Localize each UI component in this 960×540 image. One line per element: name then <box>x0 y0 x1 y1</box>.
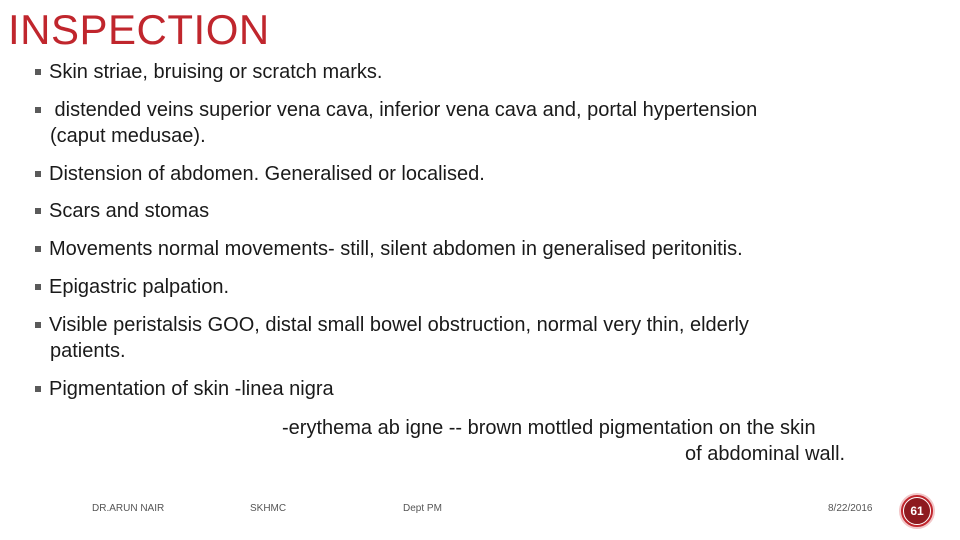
bullet-marker-icon <box>35 284 41 290</box>
page-number-badge <box>899 493 935 529</box>
bullet-text: distended veins superior vena cava, inferior vena cava and, portal hypertension <box>49 99 758 121</box>
bullet-text: Epigastric palpation. <box>49 276 230 298</box>
bullet-marker-icon <box>35 246 41 252</box>
bullet-veins <box>35 98 757 123</box>
erythema-line-2: of abdominal wall. <box>685 443 846 465</box>
bullet-marker-icon <box>35 208 41 214</box>
footer-author: DR.ARUN NAIR <box>92 503 165 514</box>
bullet-peristalsis-continuation: patients. <box>50 340 126 362</box>
erythema-line-1: -erythema ab igne -- brown mottled pigmentation on the skin <box>282 417 816 439</box>
bullet-marker-icon <box>35 322 41 328</box>
bullet-text: Pigmentation of skin -linea nigra <box>49 378 334 400</box>
bullet-scars <box>35 199 209 224</box>
bullet-pigmentation <box>35 377 334 402</box>
bullet-veins-continuation: (caput medusae). <box>50 125 206 147</box>
bullet-marker-icon <box>35 107 41 113</box>
bullet-text: Scars and stomas <box>49 200 210 222</box>
bullet-peristalsis <box>35 313 749 338</box>
footer-institution: SKHMC <box>250 503 287 514</box>
footer-date: 8/22/2016 <box>828 503 873 514</box>
bullet-skin <box>35 60 382 85</box>
bullet-text: Movements normal movements- still, silent abdomen in generalised peritonitis. <box>49 238 743 260</box>
bullet-marker-icon <box>35 386 41 392</box>
bullet-text: Skin striae, bruising or scratch marks. <box>49 61 383 83</box>
page-number: 61 <box>903 497 931 525</box>
footer-department: Dept PM <box>403 503 442 514</box>
bullet-marker-icon <box>35 69 41 75</box>
slide-title: INSPECTION <box>8 6 270 53</box>
bullet-epigastric <box>35 275 229 300</box>
bullet-distension <box>35 162 485 187</box>
bullet-text: Visible peristalsis GOO, distal small bowel obstruction, normal very thin, elderly <box>49 314 749 336</box>
bullet-marker-icon <box>35 171 41 177</box>
bullet-text: Distension of abdomen. Generalised or localised. <box>49 163 485 185</box>
bullet-movements <box>35 237 743 262</box>
